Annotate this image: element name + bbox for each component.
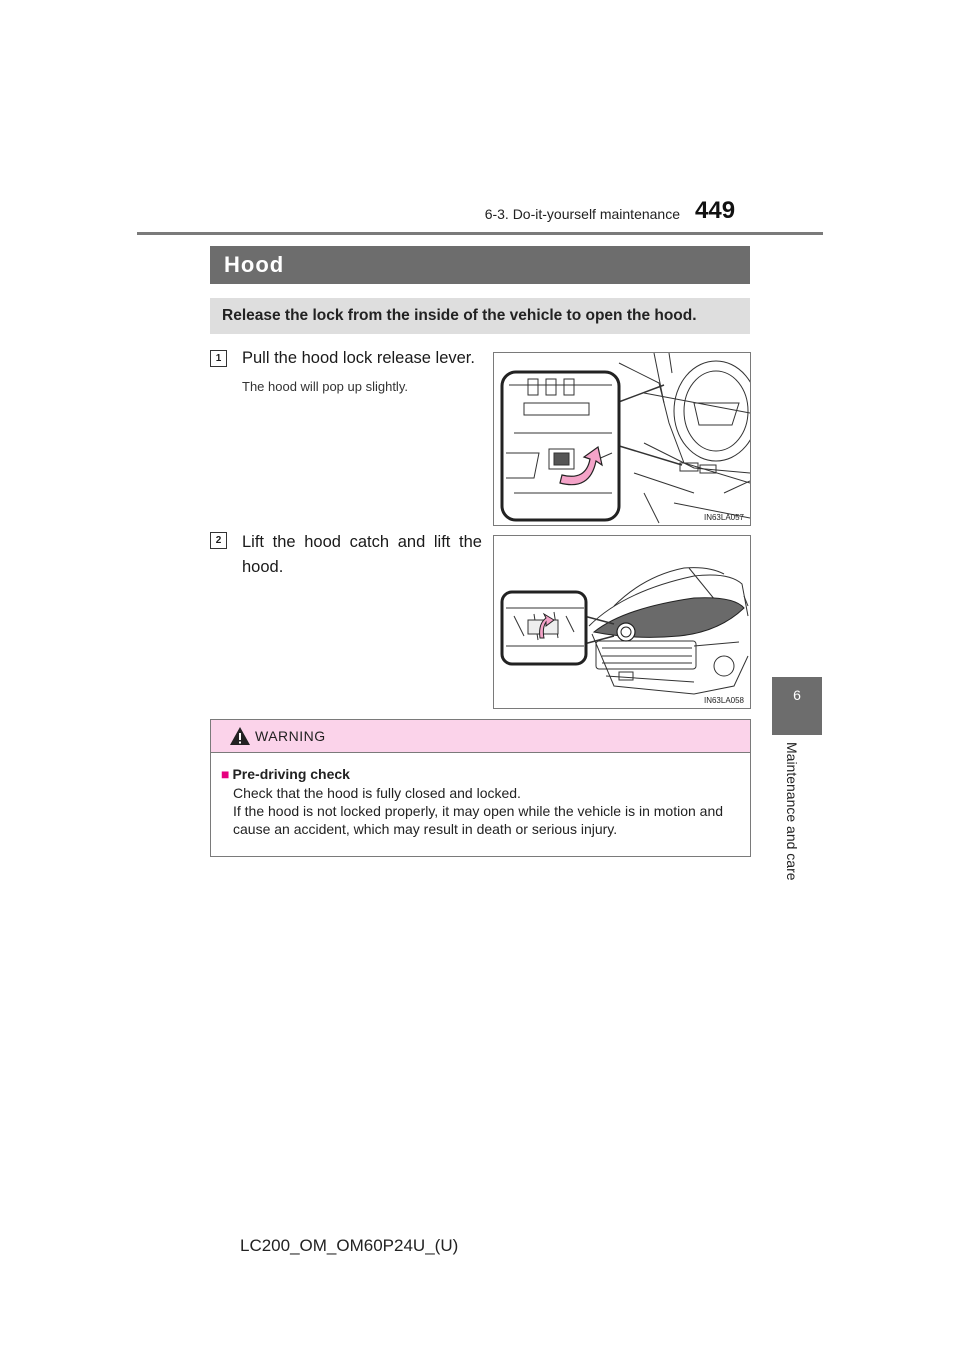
chapter-tab — [772, 677, 822, 735]
warning-line-2: If the hood is not locked properly, it may open while the vehicle is in motion and cause an accident, which may result in death or serious injury. — [233, 803, 724, 837]
page-title: Hood — [224, 252, 285, 277]
page-number: 449 — [695, 197, 736, 224]
warning-line-1: Check that the hood is fully closed and locked. — [233, 785, 521, 801]
step-number-2: 2 — [210, 532, 227, 549]
header-section-title: 6-3. Do-it-yourself maintenance — [484, 206, 680, 222]
footer-document-code: LC200_OM_OM60P24U_(U) — [240, 1236, 459, 1255]
intro-box — [210, 298, 750, 334]
warning-triangle-icon — [229, 726, 251, 746]
step-1-subtext: The hood will pop up slightly. — [242, 379, 408, 394]
bullet-square-icon: ■ — [221, 766, 230, 782]
chapter-label: Maintenance and care — [784, 742, 800, 881]
hood-catch-illustration — [493, 535, 751, 709]
hood-release-lever-illustration — [493, 352, 751, 526]
header-divider — [137, 232, 823, 235]
illustration-code-1: IN63LA057 — [703, 513, 744, 522]
page-title-bar — [210, 246, 750, 284]
warning-box — [210, 719, 751, 857]
illustration-code-2: IN63LA058 — [703, 696, 744, 705]
chapter-label-container — [784, 742, 804, 902]
intro-text: Release the lock from the inside of the vehicle to open the hood. — [222, 307, 697, 324]
chapter-number: 6 — [793, 687, 801, 703]
step-1-text: Pull the hood lock release lever. — [242, 349, 475, 367]
warning-body — [233, 784, 743, 838]
warning-header — [211, 720, 750, 753]
warning-title: WARNING — [255, 728, 326, 744]
warning-heading — [221, 766, 350, 782]
step-number-1: 1 — [210, 350, 227, 367]
dashboard-line-drawing — [494, 353, 750, 525]
vehicle-front-line-drawing — [494, 536, 750, 708]
warning-heading-text: Pre-driving check — [232, 766, 350, 782]
step-2-text: Lift the hood catch and lift the hood. — [242, 533, 482, 576]
